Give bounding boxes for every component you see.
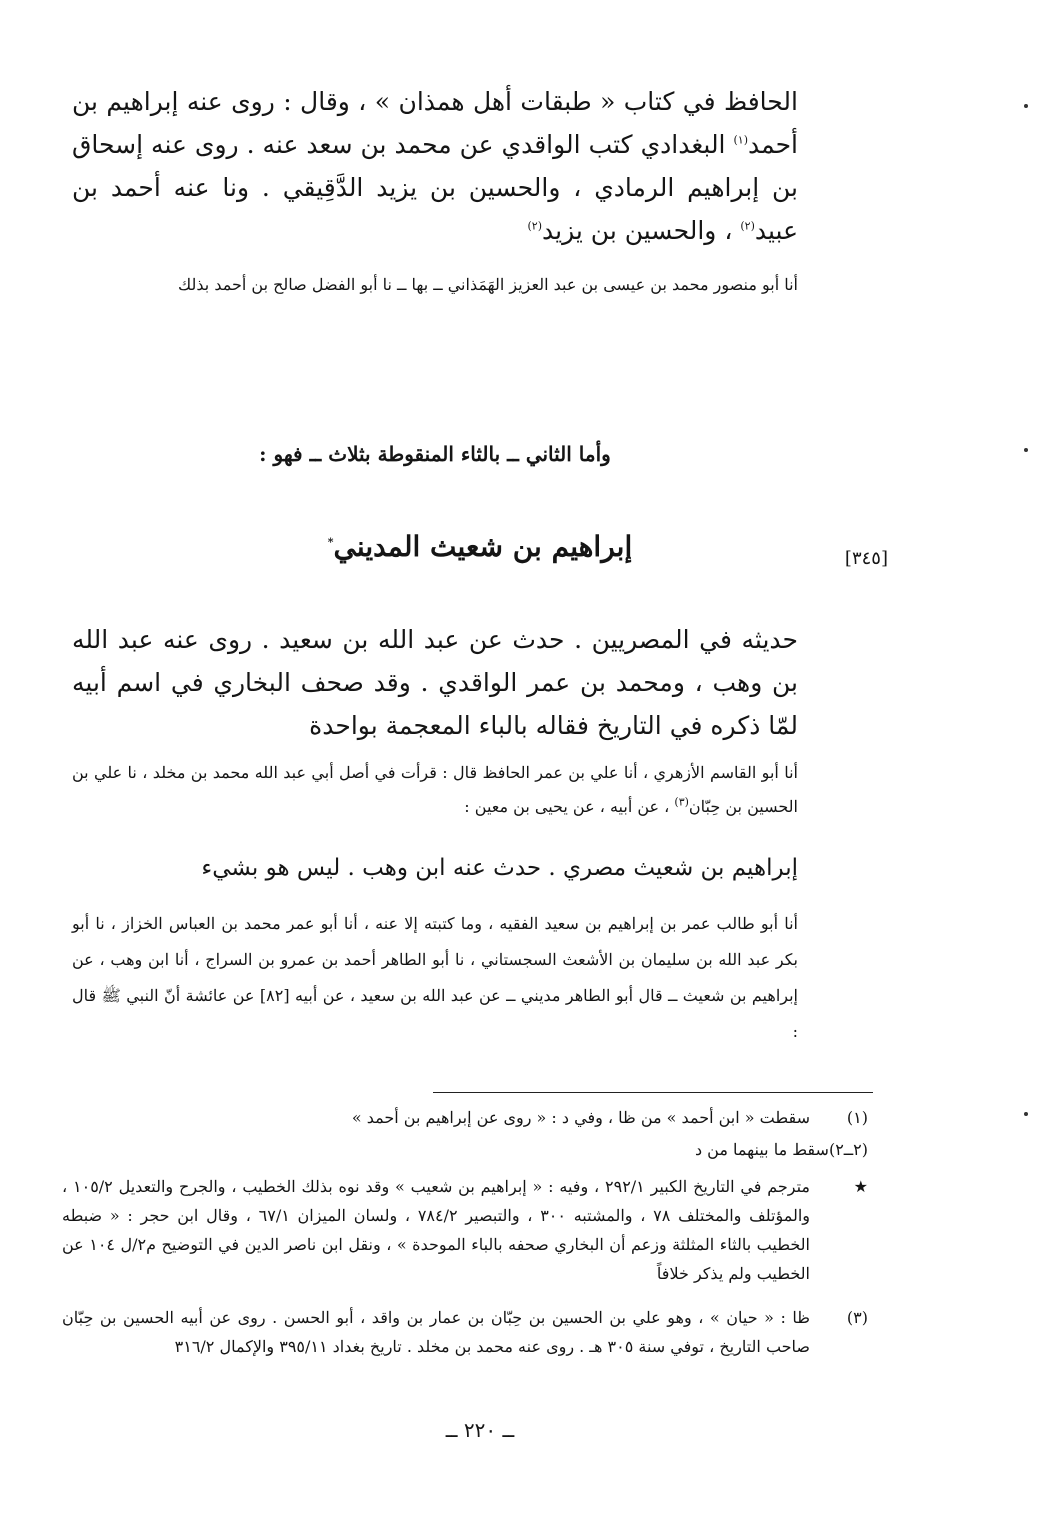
isnad-chain: أنا أبو طالب عمر بن إبراهيم بن سعيد الفقيه ، وما كتبته إلا عنه ، أنا أبو عمر محمد بن العباس الخزاز ، نا أبو بكر عبد الله بن سليمان بن الأشعث السجستاني ، نا أبو الطاهر أحمد بن عمرو بن السراج ، أنا ابن وهب ، عن إبراهيم بن شعيث ــ قال أبو الطاهر مديني ــ عن عبد الله بن سعيد ، عن أبيه [٨٢] عن عائشة أنّ النبي ﷺ قال : xyxy=(72,914,798,1041)
footnote-mark: (٣) xyxy=(846,1308,868,1327)
entry-number: [٣٤٥] xyxy=(844,548,888,569)
entry-body: حديثه في المصريين . حدث عن عبد الله بن سعيد . روى عنه عبد الله بن وهب ، ومحمد بن عمر الواقدي . وقد صحف البخاري في اسم أبيه لمّا ذكره في التاريخ فقاله بالباء المعجمة بواحدة xyxy=(72,625,798,740)
footnote-text xyxy=(62,1135,868,1164)
footnote-ref[interactable]: (١) xyxy=(733,133,749,147)
footnote-text: ظا : « حيان » ، وهو علي بن الحسين بن حِبّان بن عمار بن واقد ، أبو الحسن . روى عن أبيه الحسين بن حِبّان صاحب التاريخ ، توفي سنة ٣٠٥ هـ . روى عنه محمد بن مخلد . تاريخ بغداد ٣٩٥/١١ والإكمال ٣١٦/٢ xyxy=(62,1308,810,1356)
isnad-chain: أنا أبو منصور محمد بن عيسى بن عبد العزيز الهَمَذاني ــ بها ــ نا أبو الفضل صالح بن أحمد بذلك xyxy=(178,275,798,294)
footnote xyxy=(62,1172,868,1288)
margin-dot xyxy=(1024,1112,1028,1116)
footnote-text: مترجم في التاريخ الكبير ٢٩٢/١ ، وفيه : « إبراهيم بن شعيب » وقد نوه بذلك الخطيب ، والجرح والتعديل ١٠٥/٢ ، والمؤتلف والمختلف ٧٨ ، والمشتبه ٣٠٠ ، والتبصير ٧٨٤/٢ ، ولسان الميزان ٦٧/١ ، وقال ابن حجر : « ضبطه الخطيب بالثاء المثلثة وزعم أن البخاري صحفه بالباء الموحدة » ، ونقل ابن ناصر الدين في التوضيح م٢/ل ١٠٤ عن الخطيب ولم يذكر خلافاً xyxy=(62,1177,811,1283)
footnote-text: سقطت « ابن أحمد » من ظا ، وفي د : « روى عن إبراهيم بن أحمد » xyxy=(351,1108,810,1127)
footnote-ref[interactable]: (٣) xyxy=(674,795,689,809)
footnote-ref[interactable]: * xyxy=(327,535,334,549)
margin-dot xyxy=(1024,104,1028,108)
isnad-text: أنا أبو القاسم الأزهري ، أنا علي بن عمر الحافظ قال : قرأت في أصل أبي عبد الله محمد بن مخلد ، نا علي بن الحسين بن حِبّان xyxy=(72,763,798,816)
margin-dot xyxy=(1024,448,1028,452)
footnote-mark: (٢ــ٢) xyxy=(828,1140,868,1159)
section-heading: وأما الثاني ــ بالثاء المنقوطة بثلاث ــ فهو : xyxy=(259,442,611,466)
intro-text: الحافظ في كتاب « طبقات أهل همذان » ، وقال : روى عنه إبراهيم بن أحمد xyxy=(72,87,798,159)
isnad-chain xyxy=(72,756,798,824)
footnote-mark: ★ xyxy=(853,1177,868,1196)
entry-title-text: إبراهيم بن شعيث المديني xyxy=(333,530,633,563)
page-number: ــ ٢٢٠ ــ xyxy=(445,1418,515,1442)
isnad-text: ، عن أبيه ، عن يحيى بن معين : xyxy=(464,797,675,816)
intro-text: البغدادي كتب الواقدي عن محمد بن سعد عنه . روى عنه إسحاق بن إبراهيم الرمادي ، والحسين بن يزيد الدَّقِيقي . ونا عنه أحمد بن عبيد xyxy=(72,130,798,245)
entry-title xyxy=(200,530,760,563)
footnote-separator xyxy=(433,1092,873,1093)
quoted-text: إبراهيم بن شعيث مصري . حدث عنه ابن وهب . ليس هو بشيء xyxy=(201,855,798,881)
intro-text: ، والحسين بن يزيد xyxy=(542,216,741,245)
footnote xyxy=(62,1103,868,1132)
footnote-ref[interactable]: (٢) xyxy=(740,219,755,233)
footnote xyxy=(62,1135,868,1164)
footnote-body: سقط ما بينهما من د xyxy=(694,1140,829,1159)
footnote-mark: (١) xyxy=(846,1108,868,1127)
intro-paragraph xyxy=(72,80,798,252)
footnote xyxy=(62,1303,868,1361)
footnote-ref[interactable]: (٢) xyxy=(527,219,543,233)
